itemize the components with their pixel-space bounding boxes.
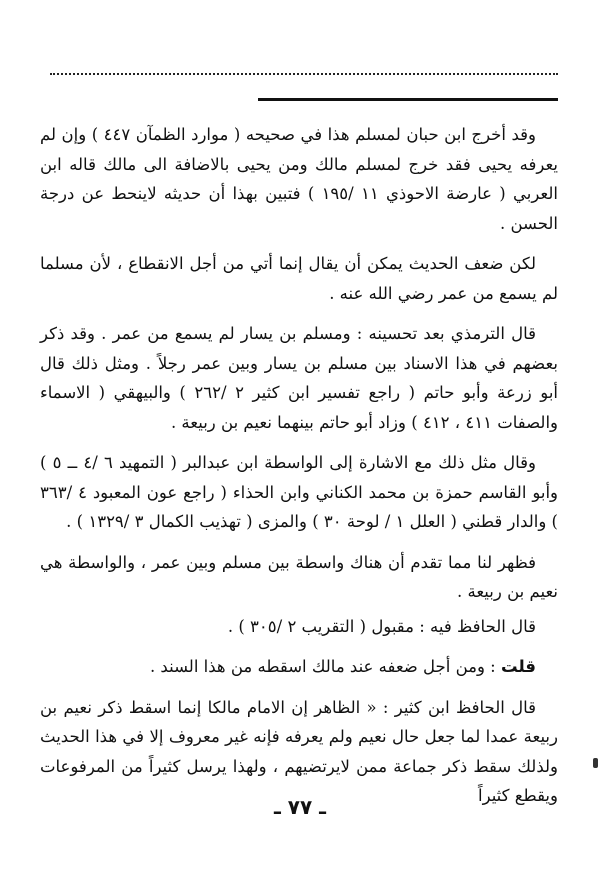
- paragraph-6: قال الحافظ فيه : مقبول ( التقريب ٢ /٣٠٥ ) .: [227, 616, 536, 636]
- scan-edge-mark: [593, 758, 598, 768]
- page-number: ـ ٧٧ ـ: [273, 795, 327, 819]
- dotted-separator: [50, 73, 558, 75]
- paragraph-8: قال الحافظ ابن كثير : « الظاهر إن الامام مالكا إنما اسقط ذكر نعيم بن ربيعة عمدا لما جعل حال نعيم ولم يعرفه فإنه غير معروف إلا في هذا الحديث ولذلك سقط ذكر جماعة ممن لايرتضيهم ، ولهذا يرسل كثيراً من المرفوعات ويقطع كثيراً: [40, 697, 558, 805]
- paragraph-4: وقال مثل ذلك مع الاشارة إلى الواسطة ابن عبدالبر ( التمهيد ٦ /٤ ــ ٥ ) وأبو القاسم حمزة بن محمد الكناني وابن الحذاء ( راجع عون المعبود ٤ /٣٦٣ ) والدار قطني ( العلل ١ / لوحة ٣٠ ) والمزى ( تهذيب الكمال ٣ /١٣٢٩ ) .: [40, 453, 558, 531]
- paragraph-5: فظهر لنا مما تقدم أن هناك واسطة بين مسلم وبين عمر ، والواسطة هي نعيم بن ربيعة .: [40, 552, 558, 601]
- paragraph-7-text: : ومن أجل ضعفه عند مالك اسقطه من هذا السند .: [149, 657, 501, 676]
- paragraph-3: قال الترمذي بعد تحسينه : ومسلم بن يسار لم يسمع من عمر . وقد ذكر بعضهم في هذا الاسناد بين مسلم بن يسار وبين عمر رجلاً . ومثل ذلك قال أبو زرعة وأبو حاتم ( راجع تفسير ابن كثير ٢ /٢٦٢ ) والبيهقي ( الاسماء والصفات ٤١١ ، ٤١٢ ) وزاد أبو حاتم بينهما نعيم بن ربيعة .: [40, 324, 558, 432]
- page-body: [40, 120, 558, 811]
- paragraph-1: وقد أخرج ابن حبان لمسلم هذا في صحيحه ( موارد الظمآن ٤٤٧ ) وإن لم يعرفه يحيى فقد خرج لمسلم مالك ومن يحيى بالاضافة الى مالك قاله ابن العربي ( عارضة الاحوذي ١١ /١٩٥ ) فتبين بهذا أن حديثه لاينحط عن درجة الحسن .: [40, 125, 558, 233]
- qult-lead: قلت: [500, 657, 536, 676]
- paragraph-7: [40, 652, 558, 682]
- header-rule: [258, 98, 558, 101]
- paragraph-2: لكن ضعف الحديث يمكن أن يقال إنما أتي من أجل الانقطاع ، لأن مسلما لم يسمع من عمر رضي الله عنه .: [40, 254, 558, 303]
